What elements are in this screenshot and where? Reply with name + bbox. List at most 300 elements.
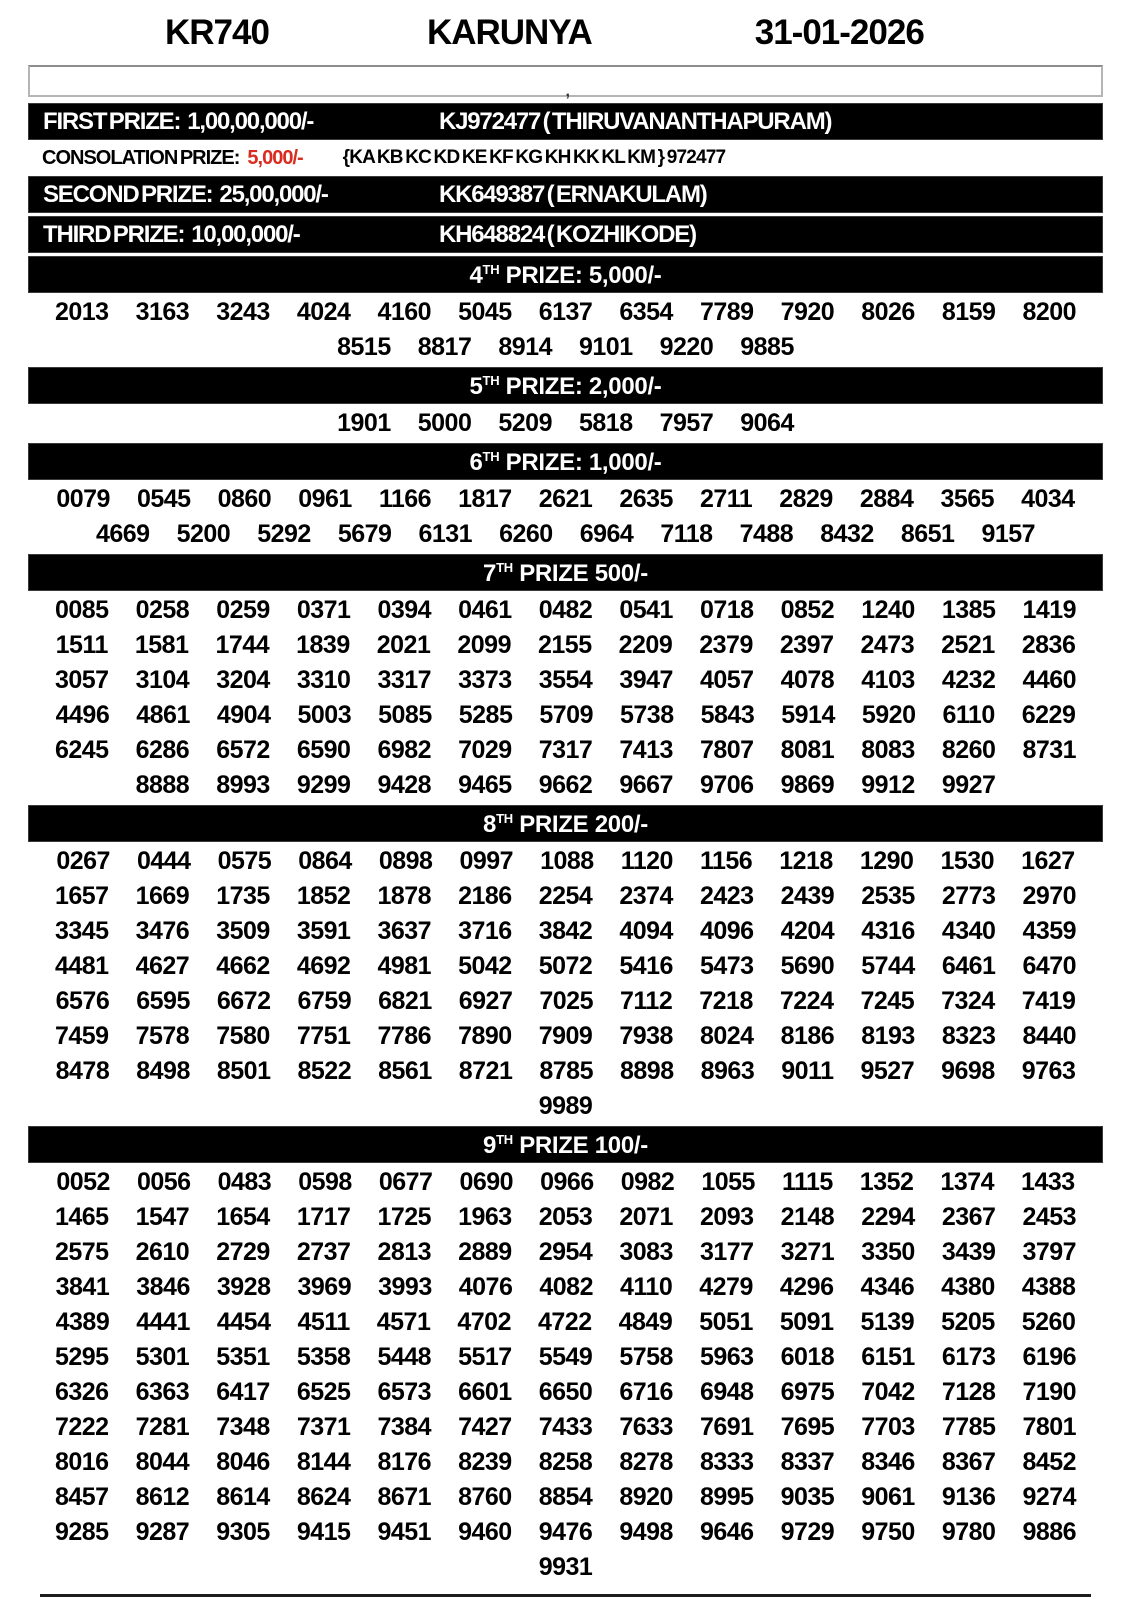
number-row <box>28 768 1103 803</box>
ticket-number: 3565 <box>940 485 995 513</box>
number-row <box>28 949 1103 984</box>
ticket-number: 8731 <box>1022 736 1077 764</box>
ticket-number: 6196 <box>1022 1343 1077 1371</box>
ticket-number: 0545 <box>136 485 191 513</box>
ticket-number: 2521 <box>941 631 995 659</box>
ticket-number: 2021 <box>376 631 431 659</box>
number-row <box>28 1515 1103 1550</box>
ticket-number: 6572 <box>216 736 270 764</box>
ticket-number: 2635 <box>619 485 673 513</box>
ticket-number: 2829 <box>779 485 833 513</box>
number-row <box>28 1235 1103 1270</box>
ticket-number: 3439 <box>941 1238 996 1266</box>
ticket-number: 0444 <box>136 847 191 875</box>
ticket-number: 7324 <box>941 987 995 1015</box>
ticket-number: 6173 <box>941 1343 996 1371</box>
ticket-number: 1088 <box>540 847 594 875</box>
ticket-number: 3177 <box>699 1238 754 1266</box>
ticket-number: 9927 <box>941 771 996 799</box>
ticket-number: 5517 <box>458 1343 512 1371</box>
prize-section-6th <box>28 443 1103 552</box>
ticket-number: 8561 <box>378 1057 432 1085</box>
ticket-number: 0718 <box>699 596 754 624</box>
second-prize-label: SECOND PRIZE: <box>43 180 213 208</box>
ticket-number: 4388 <box>1021 1273 1076 1301</box>
section-header: 9TH PRIZE 100/- <box>28 1126 1103 1163</box>
ticket-number: 4057 <box>699 666 754 694</box>
ticket-number: 4662 <box>216 952 270 980</box>
number-row <box>28 1089 1103 1124</box>
ticket-number: 4441 <box>136 1308 190 1336</box>
ticket-number: 3373 <box>458 666 512 694</box>
ticket-number: 8186 <box>780 1022 835 1050</box>
ticket-number: 8898 <box>620 1057 674 1085</box>
ticket-number: 8144 <box>296 1448 351 1476</box>
ticket-number: 7695 <box>780 1413 835 1441</box>
ticket-number: 2954 <box>538 1238 593 1266</box>
ticket-number: 8785 <box>539 1057 593 1085</box>
ticket-number: 5920 <box>861 701 916 729</box>
second-prize-left <box>43 181 439 209</box>
ticket-number: 2209 <box>618 631 673 659</box>
number-row <box>28 1054 1103 1089</box>
ticket-number: 7413 <box>619 736 673 764</box>
ticket-number: 7190 <box>1022 1378 1077 1406</box>
ticket-number: 6461 <box>941 952 996 980</box>
ticket-number: 9729 <box>780 1518 835 1546</box>
result-content <box>28 65 1103 1597</box>
ticket-number: 8760 <box>458 1483 512 1511</box>
ticket-number: 4904 <box>216 701 271 729</box>
first-prize-bar <box>28 103 1103 140</box>
ticket-number: 1419 <box>1022 596 1077 624</box>
ticket-number: 4849 <box>618 1308 673 1336</box>
number-row <box>28 1480 1103 1515</box>
ticket-number: 7890 <box>458 1022 512 1050</box>
ticket-number: 5758 <box>619 1343 673 1371</box>
ticket-number: 9750 <box>861 1518 915 1546</box>
ticket-number: 2374 <box>619 882 673 910</box>
ticket-number: 9157 <box>981 520 1036 548</box>
ticket-number: 1240 <box>861 596 915 624</box>
ticket-number: 0541 <box>619 596 673 624</box>
ticket-number: 0482 <box>538 596 593 624</box>
ticket-number: 1717 <box>296 1203 351 1231</box>
ticket-number: 6245 <box>54 736 109 764</box>
ticket-number: 4279 <box>699 1273 753 1301</box>
ticket-number: 6260 <box>499 520 553 548</box>
ticket-number: 8432 <box>820 520 874 548</box>
ticket-number: 0864 <box>298 847 352 875</box>
ticket-number: 5709 <box>539 701 593 729</box>
ticket-number: 1657 <box>54 882 109 910</box>
ticket-number: 1374 <box>940 1168 995 1196</box>
ticket-number: 4627 <box>135 952 190 980</box>
ticket-number: 5042 <box>458 952 512 980</box>
ticket-number: 9662 <box>538 771 593 799</box>
ticket-number: 9136 <box>941 1483 996 1511</box>
number-row <box>28 879 1103 914</box>
ticket-number: 4511 <box>297 1308 350 1336</box>
ticket-number: 3716 <box>458 917 512 945</box>
ticket-number: 9415 <box>296 1518 351 1546</box>
number-row <box>28 330 1103 365</box>
first-prize-label: FIRST PRIZE: <box>43 107 181 135</box>
consolation-amount: 5,000/- <box>247 146 303 169</box>
consolation-series: {KA KB KC KD KE KF KG KH KK KL KM } 972477 <box>342 147 726 168</box>
ticket-number: 3842 <box>538 917 593 945</box>
number-row <box>28 1200 1103 1235</box>
ticket-number: 2575 <box>54 1238 109 1266</box>
ticket-number: 2473 <box>860 631 915 659</box>
ticket-number: 6137 <box>538 298 593 326</box>
ticket-number: 5003 <box>297 701 352 729</box>
number-row <box>28 1550 1103 1585</box>
section-header: 5TH PRIZE: 2,000/- <box>28 367 1103 404</box>
ticket-number: 2535 <box>861 882 915 910</box>
ticket-number: 7789 <box>699 298 754 326</box>
ticket-number: 3104 <box>135 666 190 694</box>
ticket-number: 3947 <box>619 666 673 694</box>
ticket-number: 4702 <box>457 1308 511 1336</box>
consolation-row <box>28 143 1103 173</box>
ticket-number: 9667 <box>619 771 673 799</box>
ticket-number: 6672 <box>216 987 271 1015</box>
ticket-number: 4232 <box>941 666 996 694</box>
ticket-number: 2836 <box>1021 631 1076 659</box>
ticket-number: 8193 <box>861 1022 915 1050</box>
ticket-number: 7786 <box>377 1022 432 1050</box>
ticket-number: 5200 <box>176 520 231 548</box>
ticket-number: 6964 <box>579 520 634 548</box>
draw-date: 31-01-2026 <box>754 13 924 52</box>
ticket-number: 5358 <box>296 1343 351 1371</box>
ticket-number: 1166 <box>378 485 432 513</box>
ticket-number: 5679 <box>337 520 392 548</box>
ticket-number: 9305 <box>216 1518 270 1546</box>
ticket-number: 0258 <box>135 596 190 624</box>
number-row <box>28 1019 1103 1054</box>
ticket-number: 2148 <box>780 1203 835 1231</box>
number-row <box>28 844 1103 879</box>
ticket-number: 2423 <box>699 882 754 910</box>
ticket-number: 3928 <box>216 1273 271 1301</box>
ticket-number: 5690 <box>780 952 835 980</box>
ticket-number: 0085 <box>54 596 109 624</box>
ticket-number: 6573 <box>377 1378 432 1406</box>
ticket-number: 4692 <box>296 952 351 980</box>
ticket-number: 8083 <box>861 736 915 764</box>
number-row <box>28 1270 1103 1305</box>
ticket-number: 9763 <box>1021 1057 1076 1085</box>
ticket-number: 0860 <box>217 485 272 513</box>
ticket-number: 7384 <box>377 1413 432 1441</box>
ticket-number: 9064 <box>740 409 794 437</box>
ticket-number: 2155 <box>538 631 592 659</box>
ticket-number: 6286 <box>135 736 190 764</box>
ticket-number: 7025 <box>539 987 593 1015</box>
ticket-number: 1627 <box>1021 847 1075 875</box>
section-header: 7TH PRIZE 500/- <box>28 554 1103 591</box>
number-row <box>28 628 1103 663</box>
ticket-number: 9646 <box>699 1518 754 1546</box>
ticket-number: 6363 <box>135 1378 190 1406</box>
ticket-number: 1511 <box>55 631 108 659</box>
ticket-number: 8612 <box>135 1483 190 1511</box>
ticket-number: 2737 <box>296 1238 351 1266</box>
ticket-number: 2013 <box>54 298 109 326</box>
ticket-number: 1547 <box>135 1203 190 1231</box>
ticket-number: 1352 <box>859 1168 914 1196</box>
ticket-number: 9101 <box>579 333 633 361</box>
ticket-number: 5209 <box>498 409 552 437</box>
ticket-number: 3083 <box>619 1238 673 1266</box>
ticket-number: 6110 <box>942 701 995 729</box>
ticket-number: 8024 <box>699 1022 754 1050</box>
ticket-number: 5292 <box>257 520 311 548</box>
ticket-number: 7578 <box>135 1022 190 1050</box>
ticket-number: 1055 <box>701 1168 755 1196</box>
ticket-number: 9989 <box>538 1092 593 1120</box>
ticket-number: 2367 <box>941 1203 996 1231</box>
ticket-number: 9869 <box>780 771 835 799</box>
ticket-number: 0598 <box>298 1168 352 1196</box>
header <box>0 0 1131 62</box>
ticket-number: 4340 <box>941 917 996 945</box>
ticket-number: 8522 <box>297 1057 352 1085</box>
number-row <box>28 482 1103 517</box>
ticket-number: 4096 <box>699 917 754 945</box>
ticket-number: 9886 <box>1022 1518 1077 1546</box>
ticket-number: 7224 <box>779 987 834 1015</box>
ticket-number: 1725 <box>377 1203 432 1231</box>
ticket-number: 1290 <box>859 847 914 875</box>
ticket-number: 1581 <box>134 631 189 659</box>
prize-section-8th <box>28 805 1103 1124</box>
ticket-number: 8016 <box>54 1448 109 1476</box>
ticket-number: 9460 <box>458 1518 512 1546</box>
ticket-number: 0677 <box>378 1168 433 1196</box>
ticket-number: 5205 <box>941 1308 995 1336</box>
ticket-number: 0056 <box>136 1168 191 1196</box>
ticket-number: 6759 <box>297 987 352 1015</box>
ticket-number: 7317 <box>538 736 593 764</box>
prize-section-7th <box>28 554 1103 803</box>
ticket-number: 5473 <box>699 952 754 980</box>
ticket-number: 8044 <box>135 1448 190 1476</box>
ticket-number: 4082 <box>539 1273 593 1301</box>
ticket-number: 9931 <box>538 1553 593 1581</box>
ticket-number: 8888 <box>135 771 190 799</box>
ticket-number: 9885 <box>740 333 794 361</box>
ticket-number: 6982 <box>377 736 432 764</box>
ticket-number: 3591 <box>296 917 351 945</box>
ticket-number: 8671 <box>377 1483 432 1511</box>
ticket-number: 6417 <box>216 1378 270 1406</box>
ticket-number: 2254 <box>538 882 593 910</box>
ticket-number: 6131 <box>418 520 473 548</box>
ticket-number: 8159 <box>941 298 996 326</box>
ticket-number: 3271 <box>780 1238 835 1266</box>
ticket-number: 1852 <box>296 882 351 910</box>
ticket-number: 8817 <box>417 333 472 361</box>
lottery-name: KARUNYA <box>426 13 592 52</box>
ticket-number: 2053 <box>538 1203 593 1231</box>
ticket-number: 5448 <box>377 1343 432 1371</box>
ticket-number: 1530 <box>940 847 995 875</box>
ticket-number: 7801 <box>1022 1413 1077 1441</box>
prize-section-4th <box>28 256 1103 365</box>
ticket-number: 7633 <box>619 1413 673 1441</box>
ticket-number: 8721 <box>458 1057 513 1085</box>
number-row <box>28 1375 1103 1410</box>
third-prize-winner: KH648824 ( KOZHIKODE) <box>439 220 696 248</box>
ticket-number: 4389 <box>55 1308 110 1336</box>
ticket-number: 7459 <box>54 1022 109 1050</box>
number-row <box>28 593 1103 628</box>
ticket-number: 5738 <box>620 701 674 729</box>
number-row <box>28 295 1103 330</box>
ticket-number: 7348 <box>216 1413 270 1441</box>
ticket-number: 6601 <box>458 1378 512 1406</box>
number-row <box>28 733 1103 768</box>
ticket-number: 5091 <box>779 1308 834 1336</box>
ticket-number: 1669 <box>135 882 190 910</box>
ticket-number: 7938 <box>619 1022 673 1050</box>
ticket-number: 2729 <box>216 1238 270 1266</box>
ticket-number: 8614 <box>216 1483 270 1511</box>
ticket-number: 0394 <box>377 596 432 624</box>
ticket-number: 9011 <box>781 1057 834 1085</box>
ticket-number: 6650 <box>538 1378 593 1406</box>
ticket-number: 0575 <box>217 847 272 875</box>
ticket-number: 3846 <box>136 1273 190 1301</box>
ticket-number: 9287 <box>135 1518 190 1546</box>
ticket-number: 5045 <box>458 298 512 326</box>
ticket-number: 5072 <box>538 952 593 980</box>
ticket-number: 6948 <box>699 1378 754 1406</box>
ticket-number: 0852 <box>780 596 835 624</box>
ticket-number: 5285 <box>458 701 513 729</box>
ticket-number: 9706 <box>699 771 754 799</box>
ticket-number: 2186 <box>458 882 512 910</box>
ticket-number: 3345 <box>54 917 109 945</box>
ticket-number: 7957 <box>659 409 714 437</box>
ticket-number: 4861 <box>136 701 190 729</box>
ticket-number: 3841 <box>55 1273 110 1301</box>
ticket-number: 1878 <box>377 882 432 910</box>
ticket-number: 4078 <box>780 666 835 694</box>
ticket-number: 2884 <box>859 485 914 513</box>
consolation-label: CONSOLATION PRIZE: <box>42 146 240 169</box>
empty-text-box[interactable] <box>28 65 1103 100</box>
number-row <box>28 517 1103 552</box>
ticket-number: 1433 <box>1021 1168 1075 1196</box>
ticket-number: 3243 <box>216 298 270 326</box>
ticket-number: 8026 <box>861 298 915 326</box>
ticket-number: 2610 <box>135 1238 190 1266</box>
ticket-number: 7580 <box>216 1022 270 1050</box>
ticket-number: 6229 <box>1021 701 1076 729</box>
ticket-number: 5549 <box>538 1343 593 1371</box>
ticket-number: 9780 <box>941 1518 996 1546</box>
ticket-number: 4204 <box>780 917 835 945</box>
ticket-number: 1156 <box>699 847 753 875</box>
second-prize-bar <box>28 176 1103 213</box>
number-row <box>28 1340 1103 1375</box>
second-prize-amount: 25,00,000/- <box>219 180 328 208</box>
ticket-number: 3163 <box>135 298 190 326</box>
ticket-number: 4669 <box>95 520 150 548</box>
ticket-number: 4571 <box>376 1308 431 1336</box>
ticket-number: 2773 <box>941 882 996 910</box>
ticket-number: 9498 <box>619 1518 673 1546</box>
ticket-number: 5260 <box>1021 1308 1076 1336</box>
comma-mark: , <box>565 83 570 100</box>
ticket-number: 5416 <box>619 952 673 980</box>
ticket-number: 7118 <box>660 520 713 548</box>
ticket-number: 7909 <box>538 1022 593 1050</box>
ticket-number: 1744 <box>215 631 270 659</box>
ticket-number: 4346 <box>860 1273 915 1301</box>
ticket-number: 3057 <box>54 666 109 694</box>
ticket-number: 2711 <box>699 485 753 513</box>
ticket-number: 5843 <box>700 701 755 729</box>
ticket-number: 1735 <box>216 882 270 910</box>
ticket-number: 7029 <box>458 736 512 764</box>
draw-code: KR740 <box>165 13 269 52</box>
ticket-number: 7042 <box>861 1378 915 1406</box>
ticket-number: 7785 <box>941 1413 996 1441</box>
ticket-number: 6525 <box>296 1378 351 1406</box>
ticket-number: 5139 <box>860 1308 915 1336</box>
ticket-number: 0267 <box>56 847 110 875</box>
ticket-number: 4160 <box>377 298 432 326</box>
ticket-number: 7222 <box>54 1413 109 1441</box>
ticket-number: 7703 <box>861 1413 915 1441</box>
ticket-number: 8440 <box>1022 1022 1077 1050</box>
ticket-number: 5963 <box>699 1343 754 1371</box>
ticket-number: 2071 <box>619 1203 673 1231</box>
ticket-number: 8624 <box>296 1483 351 1511</box>
ticket-number: 0898 <box>378 847 433 875</box>
ticket-number: 9451 <box>377 1518 432 1546</box>
ticket-number: 4103 <box>861 666 915 694</box>
ticket-number: 1465 <box>54 1203 109 1231</box>
ticket-number: 6326 <box>54 1378 109 1406</box>
ticket-number: 0259 <box>216 596 270 624</box>
ticket-number: 8914 <box>498 333 552 361</box>
ticket-number: 0052 <box>56 1168 110 1196</box>
ticket-number: 9299 <box>296 771 351 799</box>
ticket-number: 8200 <box>1022 298 1077 326</box>
number-row <box>28 406 1103 441</box>
section-header: 8TH PRIZE 200/- <box>28 805 1103 842</box>
ticket-number: 7419 <box>1021 987 1076 1015</box>
ticket-number: 4359 <box>1022 917 1077 945</box>
number-row <box>28 984 1103 1019</box>
ticket-number: 4034 <box>1021 485 1075 513</box>
ticket-number: 6595 <box>136 987 190 1015</box>
ticket-number: 3993 <box>378 1273 432 1301</box>
number-row <box>28 698 1103 733</box>
ticket-number: 8993 <box>216 771 270 799</box>
ticket-number: 2397 <box>779 631 834 659</box>
ticket-number: 4460 <box>1022 666 1077 694</box>
ticket-number: 7281 <box>135 1413 190 1441</box>
number-row <box>28 914 1103 949</box>
ticket-number: 2099 <box>457 631 511 659</box>
